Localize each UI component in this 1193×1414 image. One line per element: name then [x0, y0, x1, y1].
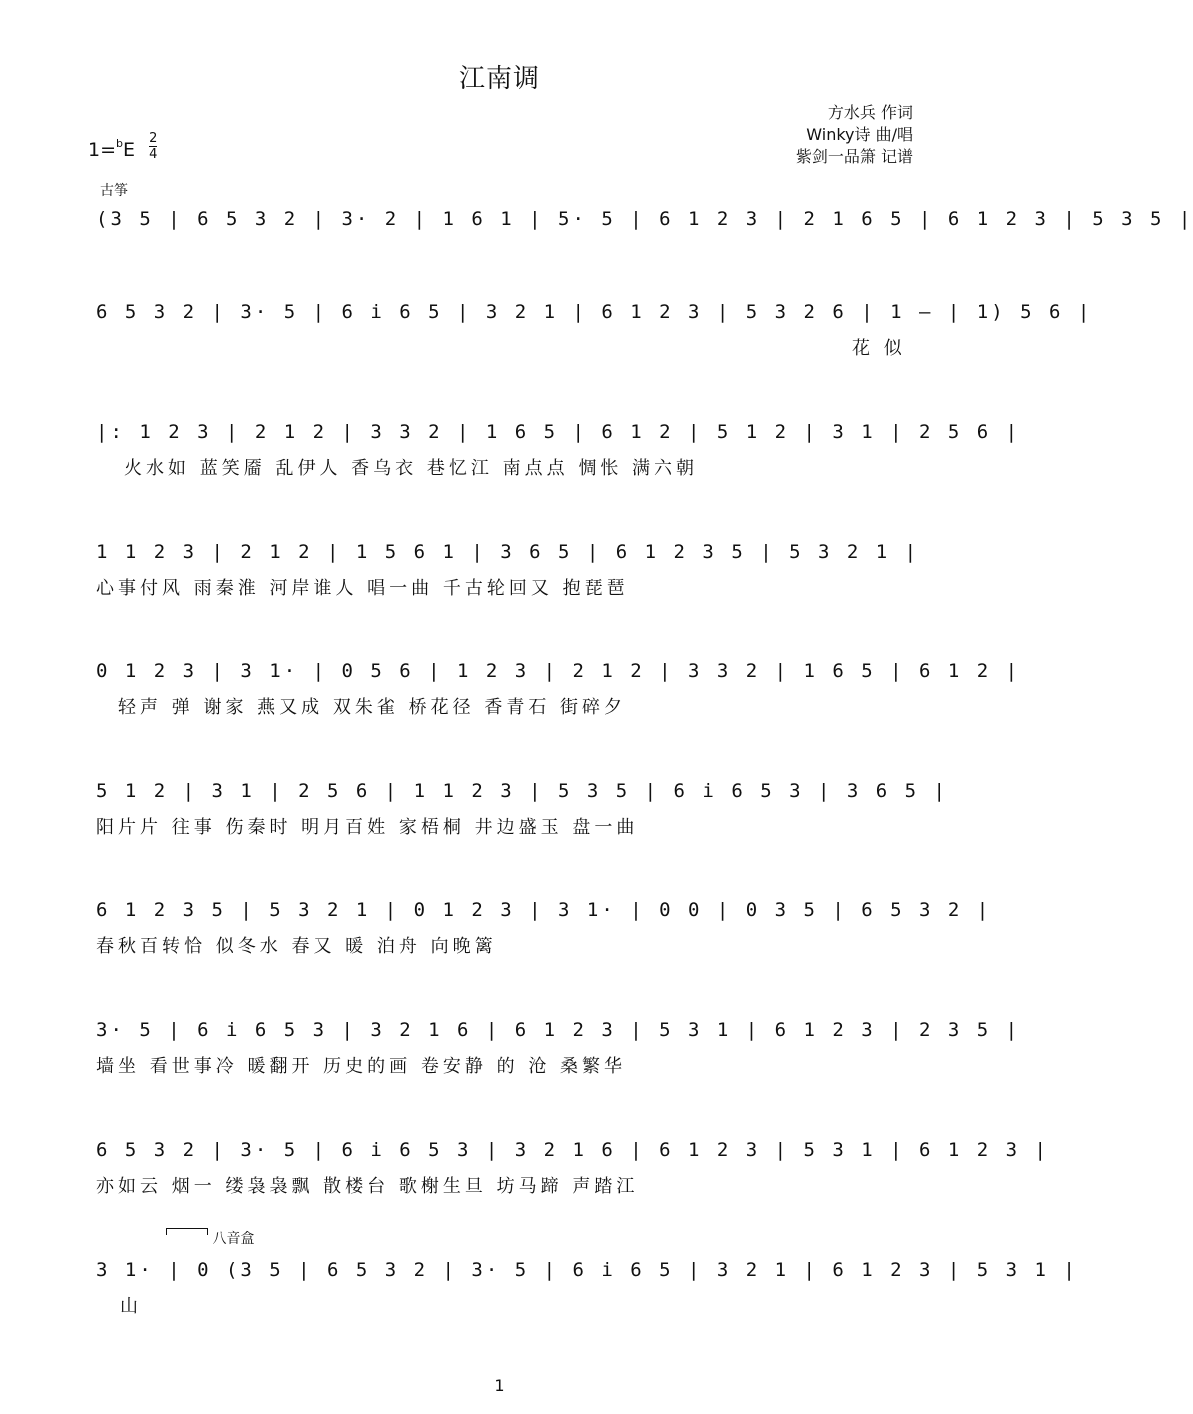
music-line: 3 1· | 0 (3 5 | 6 5 3 2 | 3· 5 | 6 i 6 5 | 3 2 1 | 6 1 2 3 | 5 3 1 |	[96, 1259, 1078, 1281]
key-prefix: 1=	[88, 139, 117, 161]
lyrics-line: 心事付风 雨秦淮 河岸谁人 唱一曲 千古轮回又 抱琵琶	[96, 578, 629, 599]
transcriber-credit: 紫剑一品箫 记谱	[795, 147, 913, 166]
time-bottom: 4	[149, 147, 158, 162]
lyrics-line: 火水如 蓝笑靥 乱伊人 香乌衣 巷忆江 南点点 惆怅 满六朝	[124, 458, 699, 479]
lyricist-credit: 方水兵 作词	[827, 103, 913, 122]
page-number: 1	[494, 1376, 505, 1395]
music-line: 6 5 3 2 | 3· 5 | 6 i 6 5 3 | 3 2 1 6 | 6 1 2 3 | 5 3 1 | 6 1 2 3 |	[96, 1139, 1049, 1161]
music-line: 0 1 2 3 | 3 1· | 0 5 6 | 1 2 3 | 2 1 2 | 3 3 2 | 1 6 5 | 6 1 2 |	[96, 660, 1021, 682]
time-signature	[149, 132, 157, 161]
music-line: |: 1 2 3 | 2 1 2 | 3 3 2 | 1 6 5 | 6 1 2 | 5 1 2 | 3 1 | 2 5 6 |	[96, 421, 1021, 443]
lyrics-line: 花 似	[852, 338, 906, 359]
lyrics-line: 山	[120, 1296, 142, 1317]
music-line: 3· 5 | 6 i 6 5 3 | 3 2 1 6 | 6 1 2 3 | 5 3 1 | 6 1 2 3 | 2 3 5 |	[96, 1019, 1021, 1041]
lyrics-line: 阳片片 往事 伤秦时 明月百姓 家梧桐 井边盛玉 盘一曲	[96, 817, 639, 838]
time-top: 2	[149, 131, 158, 146]
lyrics-line: 亦如云 烟一 缕袅袅飘 散楼台 歌榭生旦 坊马蹄 声踏江	[96, 1176, 639, 1197]
music-line: (3 5 | 6 5 3 2 | 3· 2 | 1 6 1 | 5· 5 | 6 1 2 3 | 2 1 6 5 | 6 1 2 3 | 5 3 5 |	[96, 208, 1193, 230]
outro-bracket	[166, 1228, 254, 1248]
lyrics-line: 春秋百转恰 似冬水 春又 暖 泊舟 向晚篱	[96, 936, 497, 957]
flat-sign: b	[116, 136, 123, 150]
intro-instrument-label: 古筝	[100, 183, 128, 199]
song-title: 江南调	[458, 64, 540, 94]
outro-instrument-label: 八音盒	[212, 1231, 255, 1247]
key-signature	[88, 131, 158, 165]
music-line: 5 1 2 | 3 1 | 2 5 6 | 1 1 2 3 | 5 3 5 | 6 i 6 5 3 | 3 6 5 |	[96, 780, 948, 802]
music-line: 6 5 3 2 | 3· 5 | 6 i 6 5 | 3 2 1 | 6 1 2 3 | 5 3 2 6 | 1 — | 1) 5 6 |	[96, 301, 1093, 323]
lyrics-line: 墙坐 看世事冷 暖翻开 历史的画 卷安静 的 沧 桑繁华	[96, 1056, 627, 1077]
music-line: 6 1 2 3 5 | 5 3 2 1 | 0 1 2 3 | 3 1· | 0 0 | 0 3 5 | 6 5 3 2 |	[96, 899, 992, 921]
key-note: E	[123, 139, 136, 161]
composer-credit: Winky诗 曲/唱	[806, 125, 913, 144]
lyrics-line: 轻声 弹 谢家 燕又成 双朱雀 桥花径 香青石 街碎夕	[118, 697, 627, 718]
music-line: 1 1 2 3 | 2 1 2 | 1 5 6 1 | 3 6 5 | 6 1 2 3 5 | 5 3 2 1 |	[96, 541, 920, 563]
